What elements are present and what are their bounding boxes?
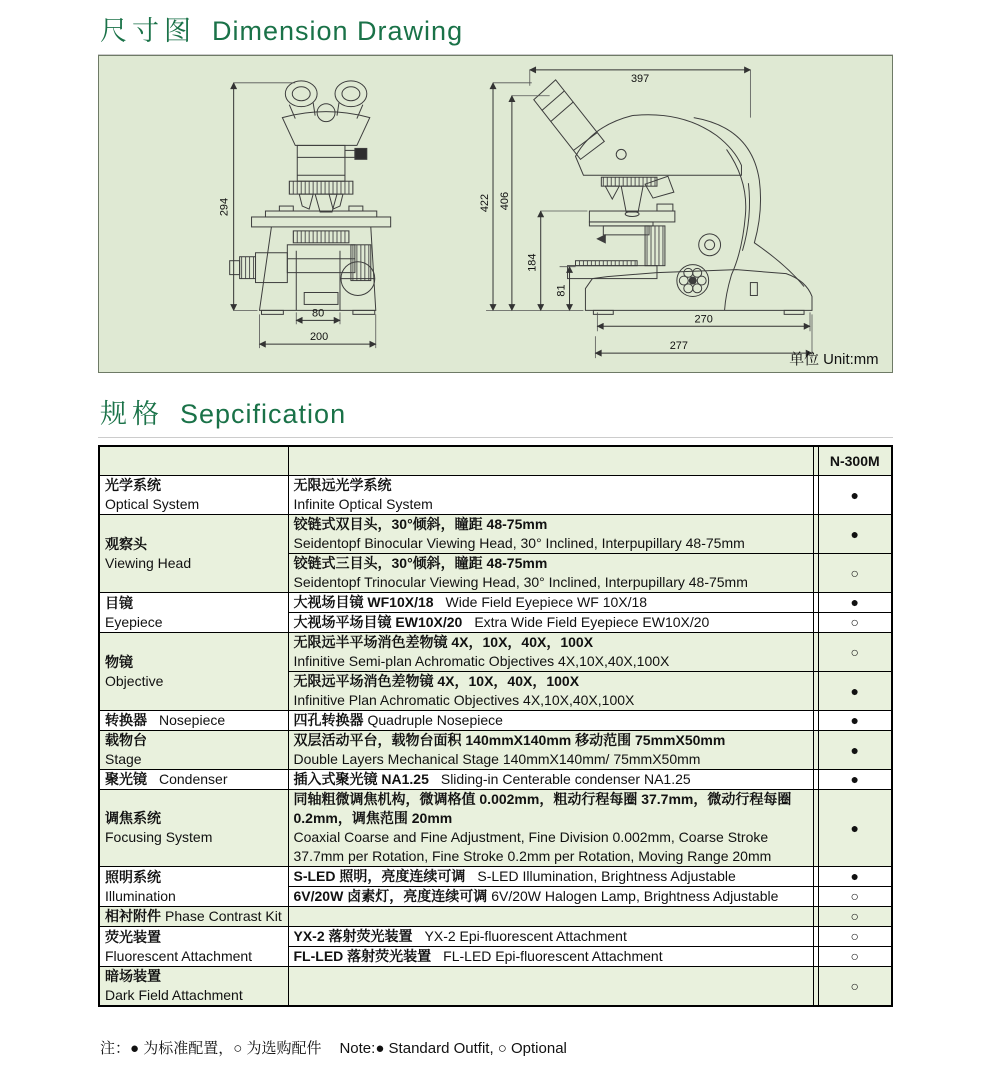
dim-277-label: 277 <box>669 340 688 353</box>
spec-desc: YX-2 落射荧光装置 YX-2 Epi-fluorescent Attachment <box>288 927 813 947</box>
spec-desc: FL-LED 落射荧光装置 FL-LED Epi-fluorescent Attachment <box>288 947 813 967</box>
dimension-drawing-panel <box>98 55 893 373</box>
table-row <box>99 515 892 554</box>
status-mark: ● <box>818 770 892 790</box>
status-mark: ● <box>818 731 892 770</box>
dim-397-label: 397 <box>630 72 650 85</box>
front-view-drawing <box>230 81 391 315</box>
status-mark: ○ <box>818 967 892 1007</box>
unit-label: 单位 Unit:mm <box>789 352 879 369</box>
side-view-dimensions <box>479 70 812 358</box>
model-header: N-300M <box>818 446 892 476</box>
status-mark: ● <box>818 790 892 867</box>
status-mark: ● <box>818 672 892 711</box>
spec-label: 荧光装置 Fluorescent Attachment <box>99 927 288 967</box>
status-mark: ● <box>818 593 892 613</box>
dim-200-label: 200 <box>309 331 329 344</box>
legend-note-en: Note:● Standard Outfit, ○ Optional <box>339 1040 567 1057</box>
side-view-drawing <box>534 80 812 315</box>
table-row <box>99 593 892 613</box>
section1-title-cn: 尺寸图 <box>100 16 196 46</box>
table-row <box>99 907 892 927</box>
spec-label: 暗场装置 Dark Field Attachment <box>99 967 288 1007</box>
spec-label: 观察头 Viewing Head <box>99 515 288 593</box>
dim-270-label: 270 <box>694 313 713 326</box>
dim-81-label: 81 <box>555 284 568 297</box>
spec-label: 照明系统 Illumination <box>99 867 288 907</box>
table-row <box>99 633 892 672</box>
table-row <box>99 770 892 790</box>
spec-desc: 6V/20W 卤素灯，亮度连续可调 6V/20W Halogen Lamp, Brightness Adjustable <box>288 887 813 907</box>
section-title-dimension <box>98 16 893 55</box>
table-row <box>99 711 892 731</box>
spec-desc: 大视场目镜 WF10X/18 Wide Field Eyepiece WF 10X/18 <box>288 593 813 613</box>
status-mark: ● <box>818 867 892 887</box>
status-mark: ● <box>818 476 892 515</box>
status-mark: ○ <box>818 887 892 907</box>
spec-desc: 无限远平场消色差物镜 4X，10X，40X，100X Infinitive Plan Achromatic Objectives 4X,10X,40X,100X <box>288 672 813 711</box>
table-row <box>99 967 892 1007</box>
table-row <box>99 476 892 515</box>
spec-label: 相衬附件 Phase Contrast Kit <box>99 907 288 927</box>
front-view-dimensions <box>219 83 376 348</box>
dim-184-label: 184 <box>526 253 539 272</box>
section2-title-en: Sepcification <box>180 399 347 429</box>
spec-label: 目镜 Eyepiece <box>99 593 288 633</box>
status-mark: ○ <box>818 613 892 633</box>
status-mark: ● <box>818 515 892 554</box>
spec-label: 光学系统 Optical System <box>99 476 288 515</box>
dim-294-label: 294 <box>218 197 231 217</box>
dim-80-label: 80 <box>312 307 325 320</box>
spec-desc: 四孔转换器 Quadruple Nosepiece <box>288 711 813 731</box>
status-mark: ○ <box>818 907 892 927</box>
section-title-specification <box>98 399 893 438</box>
spec-label: 载物台 Stage <box>99 731 288 770</box>
spec-label: 物镜 Objective <box>99 633 288 711</box>
dim-422-label: 422 <box>479 193 492 213</box>
spec-desc-empty <box>288 907 813 927</box>
section1-title-en: Dimension Drawing <box>212 16 464 46</box>
spec-desc: 同轴粗微调焦机构，微调格值 0.002mm，粗动行程每圈 37.7mm，微动行程每圈 0.2mm，调焦范围 20mm Coaxial Coarse and Fine Adjustment, Fine Division 0.002mm, Coarse Stroke 37.7mm per Rotation, Fine Stroke 0.2mm per Rotation, Moving Range 20mm <box>288 790 813 867</box>
spec-desc: 铰链式三目头，30°倾斜，瞳距 48-75mm Seidentopf Trinocular Viewing Head, 30° Inclined, Interpupillary 48-75mm <box>288 554 813 593</box>
spec-desc: 双层活动平台，载物台面积 140mmX140mm 移动范围 75mmX50mm Double Layers Mechanical Stage 140mmX140mm/ 75mmX50mm <box>288 731 813 770</box>
spec-desc: 无限远半平场消色差物镜 4X，10X，40X，100X Infinitive Semi-plan Achromatic Objectives 4X,10X,40X,100X <box>288 633 813 672</box>
section2-title-cn: 规格 <box>100 399 164 429</box>
spec-desc: 大视场平场目镜 EW10X/20 Extra Wide Field Eyepiece EW10X/20 <box>288 613 813 633</box>
table-row <box>99 927 892 947</box>
table-header-row <box>99 446 892 476</box>
table-row <box>99 867 892 887</box>
legend-note-cn: 注：● 为标准配置，○ 为选购配件 <box>100 1040 322 1057</box>
table-row <box>99 790 892 867</box>
dim-406-label: 406 <box>498 191 511 211</box>
dimension-drawing <box>99 56 892 372</box>
status-mark: ○ <box>818 947 892 967</box>
page-content <box>98 0 893 1058</box>
status-mark: ○ <box>818 633 892 672</box>
header-empty-label <box>99 446 288 476</box>
spec-table <box>98 445 893 1007</box>
spec-desc: 铰链式双目头，30°倾斜，瞳距 48-75mm Seidentopf Binocular Viewing Head, 30° Inclined, Interpupillary 48-75mm <box>288 515 813 554</box>
spec-desc: S-LED 照明，亮度连续可调 S-LED Illumination, Brightness Adjustable <box>288 867 813 887</box>
legend-note <box>98 1037 893 1058</box>
header-empty-desc <box>288 446 813 476</box>
spec-desc: 无限远光学系统 Infinite Optical System <box>288 476 813 515</box>
table-row <box>99 731 892 770</box>
status-mark: ○ <box>818 927 892 947</box>
spec-desc-empty <box>288 967 813 1007</box>
spec-label: 转换器 Nosepiece <box>99 711 288 731</box>
spec-label: 调焦系统 Focusing System <box>99 790 288 867</box>
spec-desc: 插入式聚光镜 NA1.25 Sliding-in Centerable condenser NA1.25 <box>288 770 813 790</box>
status-mark: ● <box>818 711 892 731</box>
status-mark: ○ <box>818 554 892 593</box>
spec-label: 聚光镜 Condenser <box>99 770 288 790</box>
